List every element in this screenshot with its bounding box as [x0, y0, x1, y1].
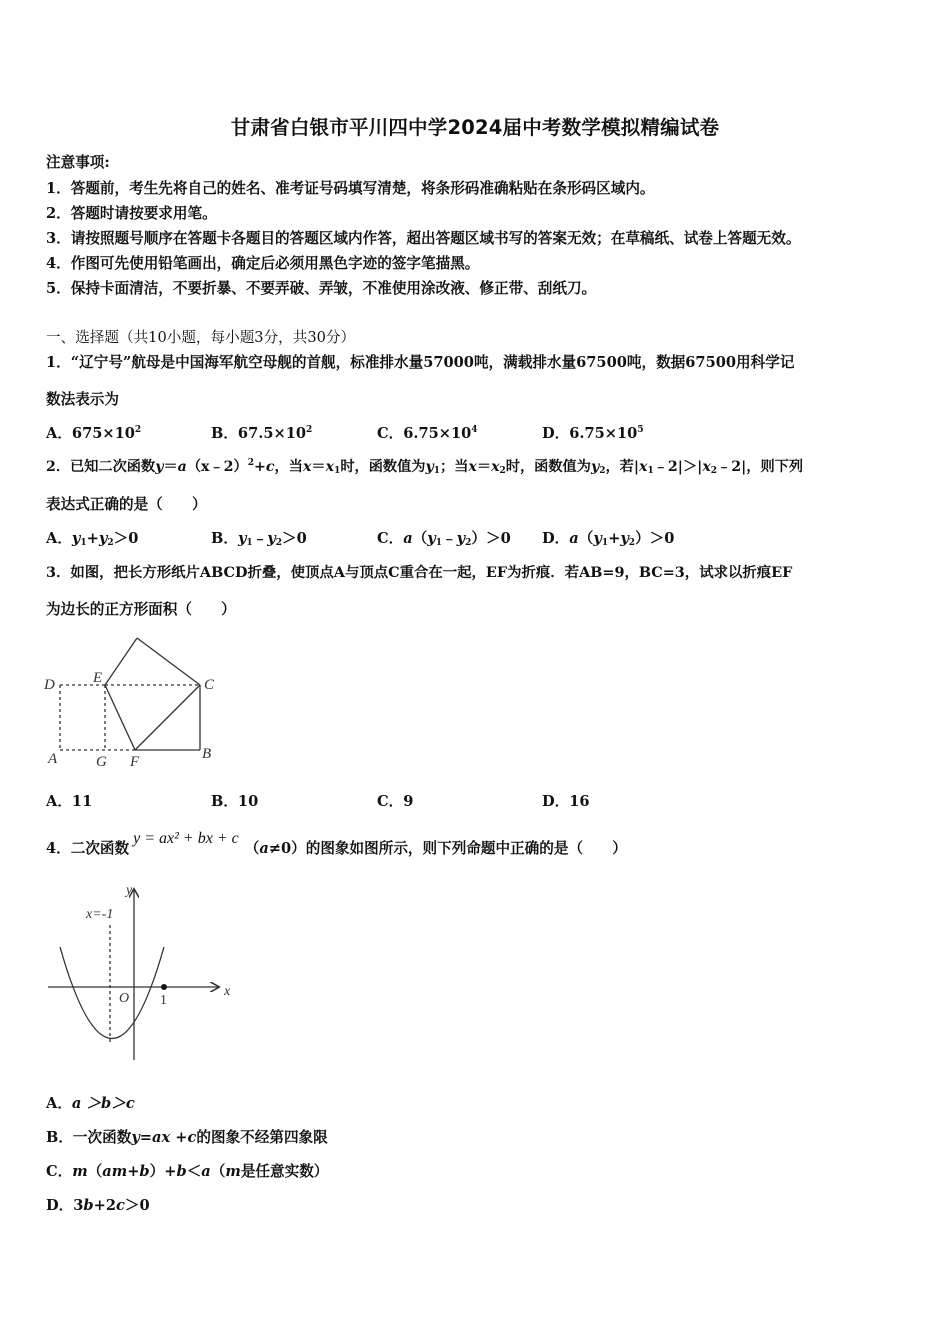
q4-parabola-figure — [40, 880, 240, 1065]
q1-option-a: A．$675\times 10^2$ — [46, 425, 142, 442]
q4-label-y: y — [126, 883, 133, 898]
exam-title: 甘肃省白银市平川四中学2024届中考数学模拟精编试卷 — [230, 116, 720, 139]
q4-parabola-curve — [60, 947, 164, 1039]
note-item-2: 2．答题时请按要求用笔。 — [46, 205, 217, 222]
q3-stem-line1: 3．如图，把长方形纸片ABCD折叠，使顶点A与顶点C重合在一起，EF为折痕．若AB=9，BC=3，试求以折痕EF — [46, 564, 793, 581]
q3-edge-top-c — [137, 638, 200, 685]
q2-option-d: D．$a(y_1+y_2)>0$ — [542, 530, 675, 548]
note-item-4: 4．作图可先使用铅笔画出，确定后必须用黑色字迹的签字笔描黑。 — [46, 255, 480, 272]
q1-stem-line1: 1．“辽宁号”航母是中国海军航空母舰的首舰，标准排水量57000吨，满载排水量67500吨，数据67500用科学记 — [46, 354, 795, 371]
q3-option-b: B．10 — [211, 793, 259, 810]
q3-option-c: C．9 — [377, 793, 414, 810]
q1-option-d: D．$6.75\times 10^5$ — [542, 425, 644, 442]
q3-label-g: G — [96, 754, 107, 770]
q4-label-axis: x=-1 — [86, 907, 114, 922]
q3-label-f: F — [130, 754, 140, 770]
q4-option-c: C．m（am+b）+b＜a（m是任意实数） — [46, 1163, 329, 1180]
q4-label-origin: O — [119, 991, 130, 1006]
q3-rectangle-fold-figure — [40, 630, 230, 775]
q3-crease-ef — [105, 685, 135, 750]
note-item-5: 5．保持卡面清洁，不要折暴、不要弄破、弄皱，不准使用涂改液、修正带、刮纸刀。 — [46, 280, 597, 297]
q1-stem-line2: 数法表示为 — [46, 391, 119, 408]
q4-stem: 4．二次函数y = ax² + bx + c（a≠0）的图象如图所示，则下列命题中正确的是（ ） — [46, 830, 627, 857]
q3-label-e: E — [93, 670, 103, 686]
q3-label-c: C — [204, 677, 215, 693]
q4-option-b: B．一次函数y=ax +c的图象不经第四象限 — [46, 1129, 328, 1146]
q3-edge-fc — [135, 685, 200, 750]
q3-option-a: A．11 — [46, 793, 93, 810]
note-item-3: 3．请按照题号顺序在答题卡各题目的答题区域内作答，超出答题区域书写的答案无效；在草稿纸、试卷上答题无效。 — [46, 230, 801, 247]
q4-formula: y = ax² + bx + c — [133, 830, 239, 847]
q4-option-a: A．a ＞b＞c — [46, 1095, 135, 1112]
q3-edge-e-top — [105, 638, 137, 685]
q4-option-d: D．3b+2c＞0 — [46, 1197, 150, 1214]
q3-label-b: B — [202, 746, 212, 762]
note-item-1: 1．答题前，考生先将自己的姓名、准考证号码填写清楚，将条形码准确粘贴在条形码区域内。 — [46, 180, 655, 197]
q3-label-d: D — [44, 677, 55, 693]
q2-option-b: B．$y_1﹣y_2>0$ — [211, 530, 307, 548]
q1-option-c: C．$6.75\times 10^4$ — [377, 425, 478, 442]
q3-option-d: D．16 — [542, 793, 590, 810]
section-heading: 一、选择题（共10小题，每小题3分，共30分） — [46, 329, 356, 346]
notes-heading: 注意事项: — [46, 154, 110, 171]
q2-stem-line2: 表达式正确的是（ ） — [46, 496, 207, 513]
q1-option-b: B．$67.5\times 10^2$ — [211, 425, 313, 442]
q2-option-a: A．$y_1+y_2>0$ — [46, 530, 139, 548]
q2-stem-line1: 2．已知二次函数y＝a（x﹣2）$^2$+c，当$x=x_1$时，函数值为$y_1$；当$x=x_2$时，函数值为$y_2$，若$|x_1﹣2|>|x_2﹣2|$，则下列 — [46, 458, 804, 476]
q3-label-a: A — [48, 751, 58, 767]
q4-point-one — [161, 984, 167, 990]
q4-label-x: x — [224, 984, 231, 999]
q4-label-one: 1 — [160, 993, 167, 1008]
q3-stem-line2: 为边长的正方形面积（ ） — [46, 601, 236, 618]
q2-option-c: C．$a(y_1﹣y_2)>0$ — [377, 530, 511, 548]
